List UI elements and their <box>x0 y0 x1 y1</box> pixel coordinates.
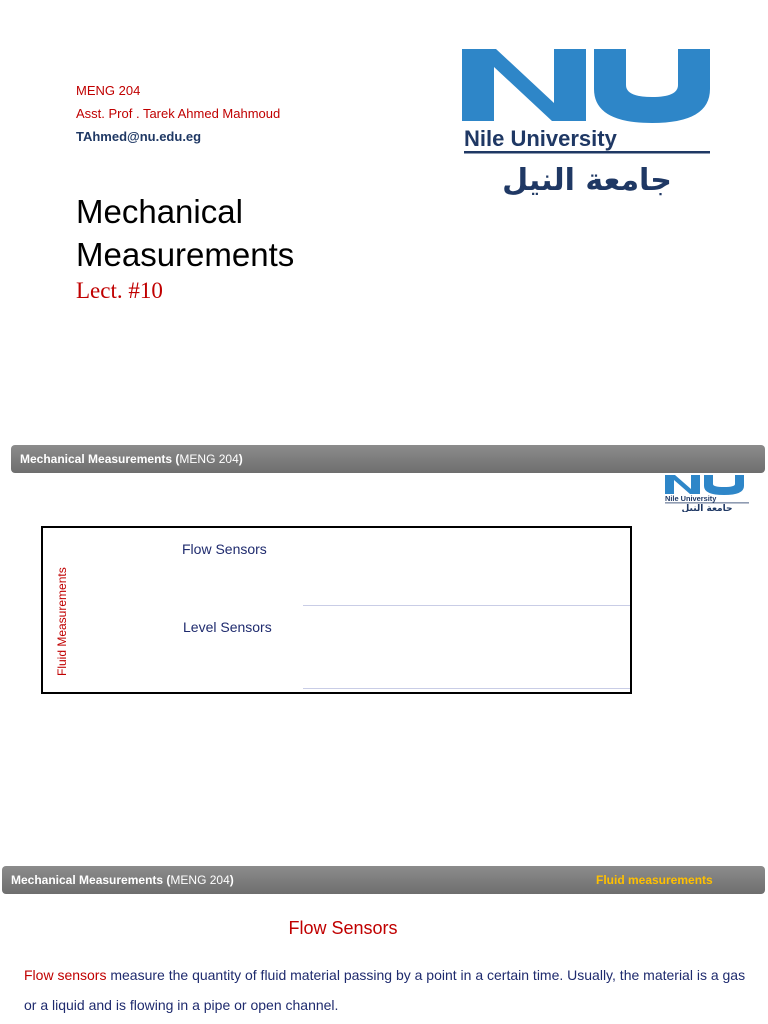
header-course-code: MENG 204 <box>179 452 239 466</box>
header-title-2: Mechanical Measurements (MENG 204) <box>11 873 234 887</box>
small-logo-arabic: جامعة النيل <box>681 504 733 512</box>
logo-arabic-name: جامعة النيل <box>502 163 672 198</box>
branch-flow-sensors[interactable]: Flow Sensors <box>182 541 267 557</box>
branch-separator-bottom <box>303 688 630 689</box>
small-logo-name: Nile University <box>665 494 717 503</box>
category-label: Fluid Measurements <box>55 567 69 676</box>
lecture-title <box>76 190 294 276</box>
title-line-2: Measurements <box>76 236 295 273</box>
slide-header-bar-2 <box>2 866 765 894</box>
header-section-label: Fluid measurements <box>596 873 713 887</box>
branch-level-sensors[interactable]: Level Sensors <box>183 619 272 635</box>
nu-letters-icon <box>462 49 710 123</box>
header-course-name: Mechanical Measurements <box>20 452 173 466</box>
nile-university-small-logo <box>664 474 750 512</box>
logo-university-name: Nile University <box>464 126 617 151</box>
instructor-email[interactable]: TAhmed@nu.edu.eg <box>76 129 202 144</box>
logo-divider <box>464 151 710 154</box>
nu-letters-small-icon <box>665 475 744 495</box>
instructor-name: Asst. Prof . Tarek Ahmed Mahmoud <box>76 106 281 121</box>
course-code: MENG 204 <box>76 83 141 98</box>
fluid-measurements-diagram <box>41 526 632 694</box>
body-lead-term: Flow sensors <box>24 967 107 983</box>
lecture-number: Lect. #10 <box>76 278 163 303</box>
branch-separator <box>303 605 630 606</box>
slide-header-bar <box>11 445 765 473</box>
slide-body-text <box>24 960 749 1020</box>
nile-university-logo <box>462 45 712 205</box>
slide-heading: Flow Sensors <box>288 918 398 938</box>
body-description: measure the quantity of fluid material passing by a point in a certain time. Usually, the material is a gas or a liquid and is flowing in a pipe or open channel. <box>24 967 746 1013</box>
header-title: Mechanical Measurements (MENG 204) <box>20 452 243 466</box>
title-line-1: Mechanical <box>76 193 243 230</box>
